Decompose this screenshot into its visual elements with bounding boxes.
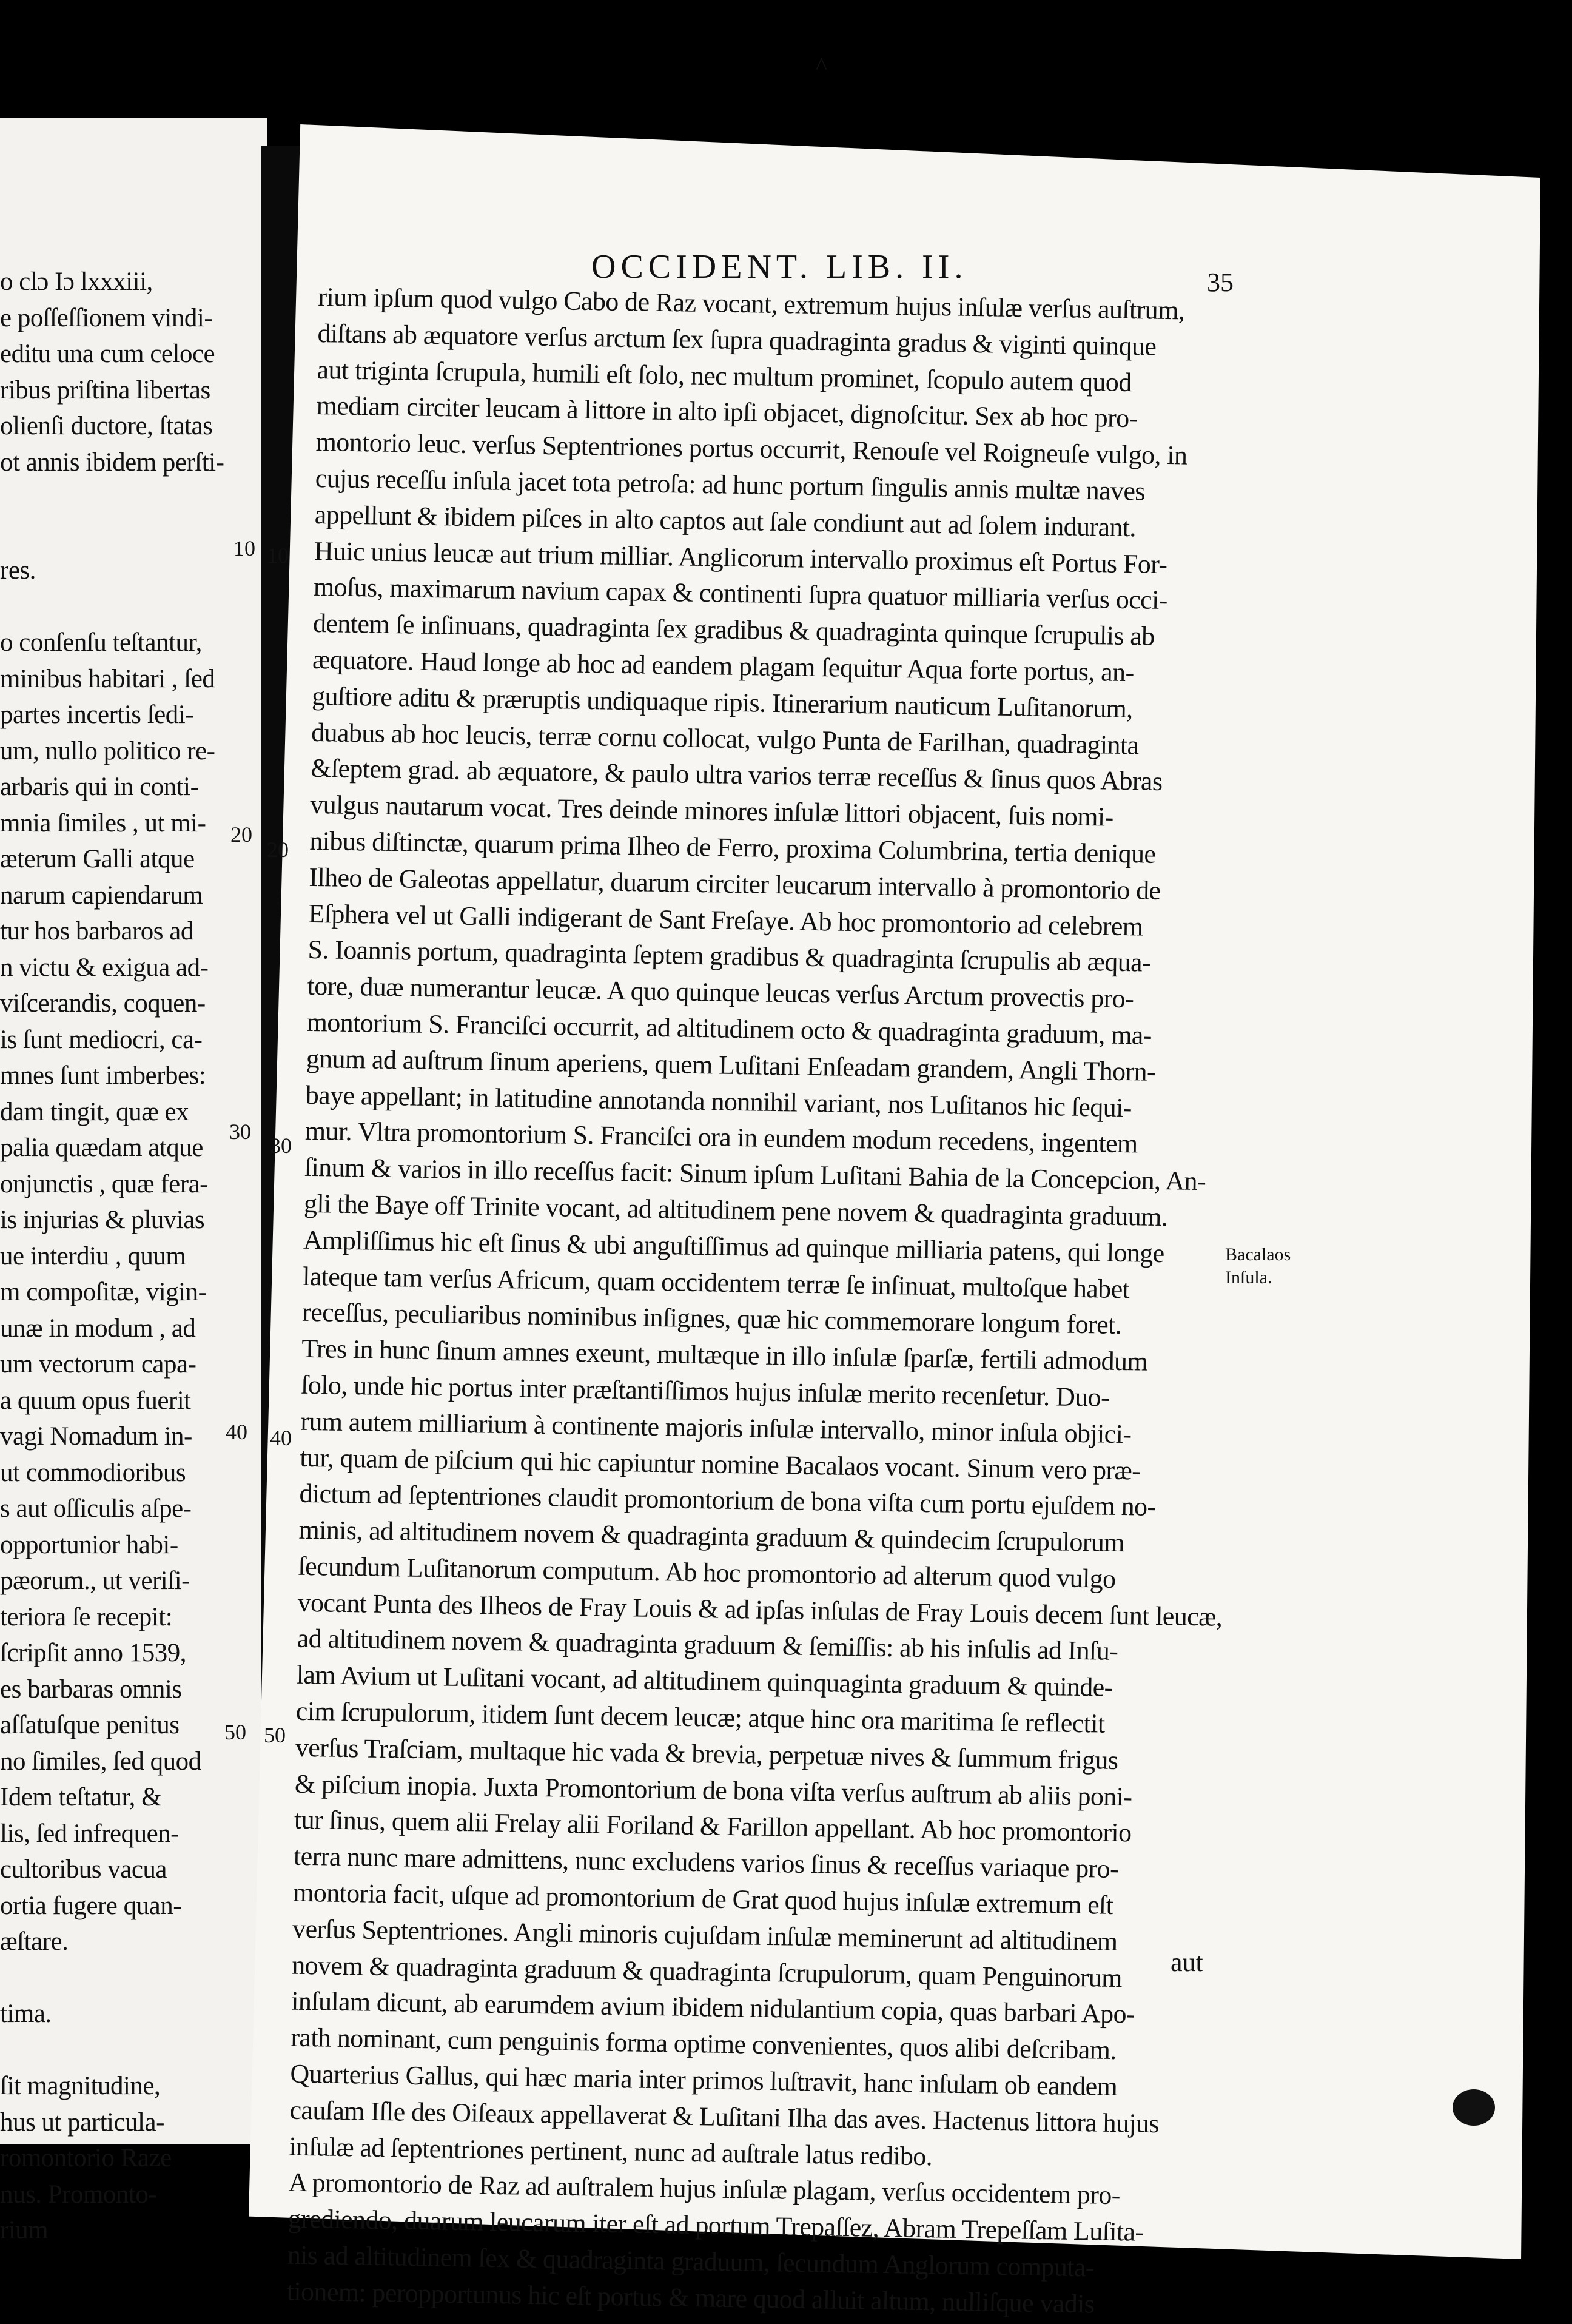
body-text-line: vocant Punta des Ilheos de Fray Louis & ad ipſas inſulas de Fray Louis decem ſunt leucæ, <box>297 1587 1223 1632</box>
body-text-line: ſinum & varios in illo receſſus facit: Sinum ipſum Luſitani Bahia de la Concepcion, An- <box>304 1152 1206 1197</box>
body-text-line: tur, quam de piſcium qui hic capiuntur nomine Bacalaos vocant. Sinum vero præ- <box>300 1442 1141 1486</box>
body-text-line: lam Avium ut Luſitani vocant, ad altitudinem quinquaginta graduum & quinde- <box>296 1660 1114 1703</box>
left-text-line <box>0 589 218 625</box>
left-text-line: arbaris qui in conti- <box>0 773 199 801</box>
left-text-line: narum capiendarum <box>0 881 203 910</box>
left-text-line: es barbaras omnis <box>0 1674 182 1704</box>
left-text-line: aſſatuſque penitus <box>0 1711 180 1739</box>
body-text-line: aut triginta ſcrupula, humili eſt ſolo, nec multum prominet, ſcopulo autem quod <box>317 354 1132 397</box>
left-text-line: romontorio Raze <box>0 2144 172 2172</box>
body-text <box>286 279 1228 2324</box>
body-text-line: A promontorio de Raz ad auſtralem hujus inſulæ plagam, verſus occidentem pro- <box>288 2168 1121 2211</box>
body-text-line: montorio leuc. verſus Septentriones portus occurrit, Renouſe vel Roigneuſe vulgo, in <box>315 427 1187 471</box>
left-text-line: pæorum., ut veriſi- <box>0 1567 190 1595</box>
body-text-line: cim ſcrupulorum, itidem ſunt decem leucæ; atque hinc ora maritima ſe reflectit <box>295 1696 1105 1739</box>
body-text-line: montorium S. Franciſci occurrit, ad altitudinem octo & quadraginta graduum, ma- <box>306 1007 1152 1050</box>
body-text-line: S. Ioannis portum, quadraginta ſeptem gradibus & quadraginta ſcrupulis ab æqua- <box>307 935 1151 978</box>
left-text-line: teriora ſe recepit: <box>0 1602 173 1631</box>
body-text-line: rum autem milliarium à continente majoris inſulæ intervallo, minor inſula objici- <box>300 1406 1132 1449</box>
left-text-line: partes incertis ſedi- <box>0 700 194 729</box>
body-text-line: tore, duæ numerantur leucæ. A quo quinque leucas verſus Arctum provectis pro- <box>307 970 1134 1014</box>
body-text-line: moſus, maximarum navium capax & continenti ſupra quatuor milliaria verſus occi- <box>313 572 1168 616</box>
body-text-line: dictum ad ſeptentriones claudit promontorium de bona viſta cum portu ejuſdem no- <box>299 1479 1156 1522</box>
left-text-line: is injurias & pluvias <box>0 1206 205 1234</box>
body-text-line: grediendo, duarum leucarum iter eſt ad portum Trepaſſez, Abram Trepeſſam Luſita- <box>287 2203 1144 2247</box>
body-text-line: vulgus nautarum vocat. Tres deinde minores inſulæ littori objacent, ſuis nomi- <box>310 790 1114 832</box>
body-text-line: gli the Baye off Trinite vocant, ad altitudinem pene novem & quadraginta graduum. <box>303 1188 1168 1232</box>
left-text-line: o conſenſu teſtantur, <box>0 628 202 657</box>
left-text-line: e poſſeſſionem vindi- <box>0 303 213 332</box>
left-text-line: is ſunt mediocri, ca- <box>0 1025 203 1054</box>
body-text-line: rath nominant, cum penguinis forma optime convenientes, quos alibi deſcribam. <box>291 2022 1117 2066</box>
body-text-line: inſulam dicunt, ab earumdem avium ibidem nidulantium copia, quas barbari Apo- <box>291 1986 1135 2029</box>
left-text-line: o clɔ Iɔ lxxxiii, <box>0 267 153 296</box>
left-text-line: onjunctis , quæ fera- <box>0 1169 208 1198</box>
left-text-line: cultoribus vacua <box>0 1855 167 1884</box>
left-text-line: editu una cum celoce <box>0 340 215 368</box>
left-text-line: æterum Galli atque <box>0 845 195 873</box>
body-text-line: gnum ad auſtrum ſinum aperiens, quem Luſitani Enſeadam grandem, Angli Thorn- <box>306 1043 1156 1087</box>
left-text-line: no ſimiles, ſed quod <box>0 1747 201 1776</box>
left-margin-number: 40 <box>226 1420 247 1444</box>
body-text-line: verſus Septentriones. Angli minoris cujuſdam inſulæ meminerunt ad altitudinem <box>292 1913 1118 1956</box>
body-text-line: dentem ſe inſinuans, quadraginta ſex gradibus & quadraginta quinque ſcrupulis ab <box>312 608 1155 651</box>
left-text-line <box>0 2032 218 2069</box>
left-text-line: n victu & exigua ad- <box>0 953 209 982</box>
body-text-line: Ampliſſimus hic eſt ſinus & ubi anguſtiſſimus ad quinque milliaria patens, qui longe <box>303 1224 1165 1268</box>
left-page-text <box>0 264 224 2249</box>
body-text-line: montoria facit, uſque ad promontorium de Grat quod hujus inſulæ extremum eſt <box>292 1877 1114 1920</box>
left-margin-number: 20 <box>230 822 252 847</box>
body-text-line: mediam circiter leucam à littore in alto ipſi objacet, dignoſcitur. Sex ab hoc pro- <box>316 391 1138 434</box>
body-text-line: terra nunc mare admittens, nunc excludens varios ſinus & receſſus variaque pro- <box>293 1841 1119 1884</box>
body-text-line: ſolo, unde hic portus inter præſtantiſſimos hujus inſulæ merito recenſetur. Duo- <box>300 1369 1110 1412</box>
right-margin-number: 30 <box>270 1133 292 1158</box>
left-text-line <box>0 517 218 553</box>
body-text-line: minis, ad altitudinem novem & quadraginta graduum & quindecim ſcrupulorum <box>298 1514 1125 1558</box>
body-text-line: receſſus, peculiaribus nominibus inſignes, quæ hic commemorare longum foret. <box>301 1297 1122 1340</box>
left-text-line: um, nullo politico re- <box>0 736 215 765</box>
left-margin-number: 30 <box>229 1120 251 1144</box>
pencil-mark: ^ <box>816 52 827 79</box>
running-head: OCCIDENT. LIB. II. <box>591 248 968 286</box>
left-text-line: ue interdiu , quum <box>0 1241 186 1271</box>
body-text-line: nibus diſtinctæ, quarum prima Ilheo de Ferro, proxima Columbrina, tertia denique <box>309 825 1156 869</box>
left-text-line: viſcerandis, coquen- <box>0 989 206 1018</box>
left-text-line: s aut oſſiculis aſpe- <box>0 1494 192 1523</box>
body-text-line: diſtans ab æquatore verſus arctum ſex ſupra quadraginta gradus & viginti quinque <box>317 318 1157 361</box>
body-text-line: æquatore. Haud longe ab hoc ad eandem plagam ſequitur Aqua forte portus, an- <box>312 644 1134 688</box>
body-text-line: inſulæ ad ſeptentriones pertinent, nunc ad auſtrale latus redibo. <box>289 2131 933 2171</box>
left-text-line: ribus priſtina libertas <box>0 375 210 405</box>
left-margin-number: 50 <box>224 1720 246 1744</box>
body-text-line: verſus Traſciam, multaque hic vada & brevia, perpetuæ nives & ſummum frigus <box>295 1732 1118 1775</box>
left-text-line: a quum opus fuerit <box>0 1386 191 1415</box>
body-text-line: &ſeptem grad. ab æquatore, & paulo ultra varios terræ receſſus & ſinus quos Abras <box>310 753 1163 797</box>
body-text-line: lateque tam verſus Africum, quam occidentem terræ ſe inſinuat, multoſque habet <box>302 1261 1130 1304</box>
left-text-line: Idem teſtatur, & <box>0 1783 162 1812</box>
left-text-line: opportunior habi- <box>0 1530 178 1559</box>
body-text-line: novem & quadraginta graduum & quadraginta ſcrupulorum, quam Penguinorum <box>291 1950 1123 1993</box>
body-text-line: cauſam Iſle des Oiſeaux appellaverat & Luſitani Ilha das aves. Hactenus littora hujus <box>289 2095 1160 2138</box>
left-text-line: ſit magnitudine, <box>0 2072 161 2100</box>
body-text-line: mur. Vltra promontorium S. Franciſci ora in eundem modum recedens, ingentem <box>304 1116 1138 1159</box>
left-text-line: mnes ſunt imberbes: <box>0 1061 206 1090</box>
left-text-line: lis, ſed infrequen- <box>0 1819 179 1848</box>
left-text-line: vagi Nomadum in- <box>0 1422 192 1451</box>
body-text-line: baye appellant; in latitudine annotanda nonnihil variant, nos Luſitanos hic ſequi- <box>305 1080 1132 1123</box>
right-margin-number: 40 <box>270 1426 292 1450</box>
body-text-line: tionem: peropportunus hic eſt portus & mare quod alluit altum, nulliſque vadis <box>286 2276 1095 2319</box>
body-text-line: tur ſinus, quem alii Frelay alii Foriland & Farillon appellant. Ab hoc promontorio <box>294 1805 1132 1848</box>
left-text-line: minibus habitari , ſed <box>0 664 215 693</box>
left-text-line: ſcripſit anno 1539, <box>0 1639 186 1667</box>
body-text-line: Quarterius Gallus, qui hæc maria inter primos luſtravit, hanc inſulam ob eandem <box>290 2058 1118 2102</box>
body-text-line: Huic unius leucæ aut trium milliar. Anglicorum intervallo proximus eſt Portus For- <box>314 536 1167 579</box>
left-text-line: dam tingit, quæ ex <box>0 1097 189 1126</box>
marginal-note: Bacalaos Inſula. <box>1225 1244 1291 1288</box>
left-text-line: rium <box>0 2216 49 2245</box>
body-text-line: nis ad altitudinem ſex & quadraginta graduum, ſecundum Anglorum computa- <box>287 2240 1095 2283</box>
body-text-line: guſtiore aditu & præruptis undiquaque ripis. Itinerarium nauticum Luſitanorum, <box>311 680 1134 724</box>
left-text-line: ut commodioribus <box>0 1458 186 1487</box>
left-text-line: tur hos barbaros ad <box>0 917 193 945</box>
body-text-line: ſecundum Luſitanorum computum. Ab hoc promontorio ad alterum quod vulgo <box>298 1551 1116 1594</box>
body-text-line: & piſcium inopia. Juxta Promontorium de bona viſta verſus auſtrum ab aliis poni- <box>294 1768 1132 1812</box>
body-text-line: rium ipſum quod vulgo Cabo de Raz vocant, extremum hujus inſulæ verſus auſtrum, <box>318 281 1185 326</box>
left-text-line: tima. <box>0 2000 52 2028</box>
left-text-line: palia quædam atque <box>0 1133 203 1162</box>
right-margin-number: 50 <box>264 1723 286 1747</box>
body-text-line: cujus receſſu inſula jacet tota petroſa: ad hunc portum ſingulis annis multæ naves <box>315 463 1146 506</box>
left-text-line: æſtare. <box>0 1927 69 1956</box>
left-text-line: um vectorum capa- <box>0 1350 196 1379</box>
ink-blot <box>1453 2089 1495 2126</box>
left-text-line <box>0 480 218 517</box>
left-text-line: hus ut particula- <box>0 2107 164 2137</box>
left-text-line: nus. Promonto- <box>0 2180 157 2209</box>
body-text-line: ad altitudinem novem & quadraginta graduum & ſemiſſis: ab his inſulis ad Inſu- <box>297 1624 1118 1667</box>
left-text-line: ot annis ibidem perſti- <box>0 448 224 477</box>
body-text-line: appellunt & ibidem piſces in alto captos aut ſale condiunt aut ad ſolem indurant. <box>314 499 1137 543</box>
page-number: 35 <box>1207 267 1234 297</box>
catchword: aut <box>1171 1947 1203 1977</box>
left-text-line: mnia ſimiles , ut mi- <box>0 808 206 838</box>
left-text-line: m compoſitæ, vigin- <box>0 1278 207 1306</box>
body-text-line: duabus ab hoc leucis, terræ cornu collocat, vulgo Punta de Farilhan, quadraginta <box>311 717 1139 760</box>
body-text-line: Eſphera vel ut Galli indigerant de Sant Freſaye. Ab hoc promontorio ad celebrem <box>308 898 1143 942</box>
right-margin-number: 10 <box>267 543 289 568</box>
body-text-line: Ilheo de Galeotas appellatur, duarum circiter leucarum intervallo à promontorio de <box>309 862 1161 905</box>
left-text-line: res. <box>0 556 36 585</box>
body-text-line: Tres in hunc ſinum amnes exeunt, multæque in illo inſulæ ſparſæ, fertili admodum <box>301 1333 1148 1377</box>
left-page <box>0 118 267 2245</box>
left-text-line: ortia fugere quan- <box>0 1891 182 1920</box>
left-text-line: unæ in modum , ad <box>0 1314 196 1343</box>
left-text-line: olienſi ductore, ſtatas <box>0 412 213 440</box>
left-text-line <box>0 1960 218 1997</box>
left-margin-number: 10 <box>233 536 255 560</box>
right-margin-number: 20 <box>267 838 289 862</box>
